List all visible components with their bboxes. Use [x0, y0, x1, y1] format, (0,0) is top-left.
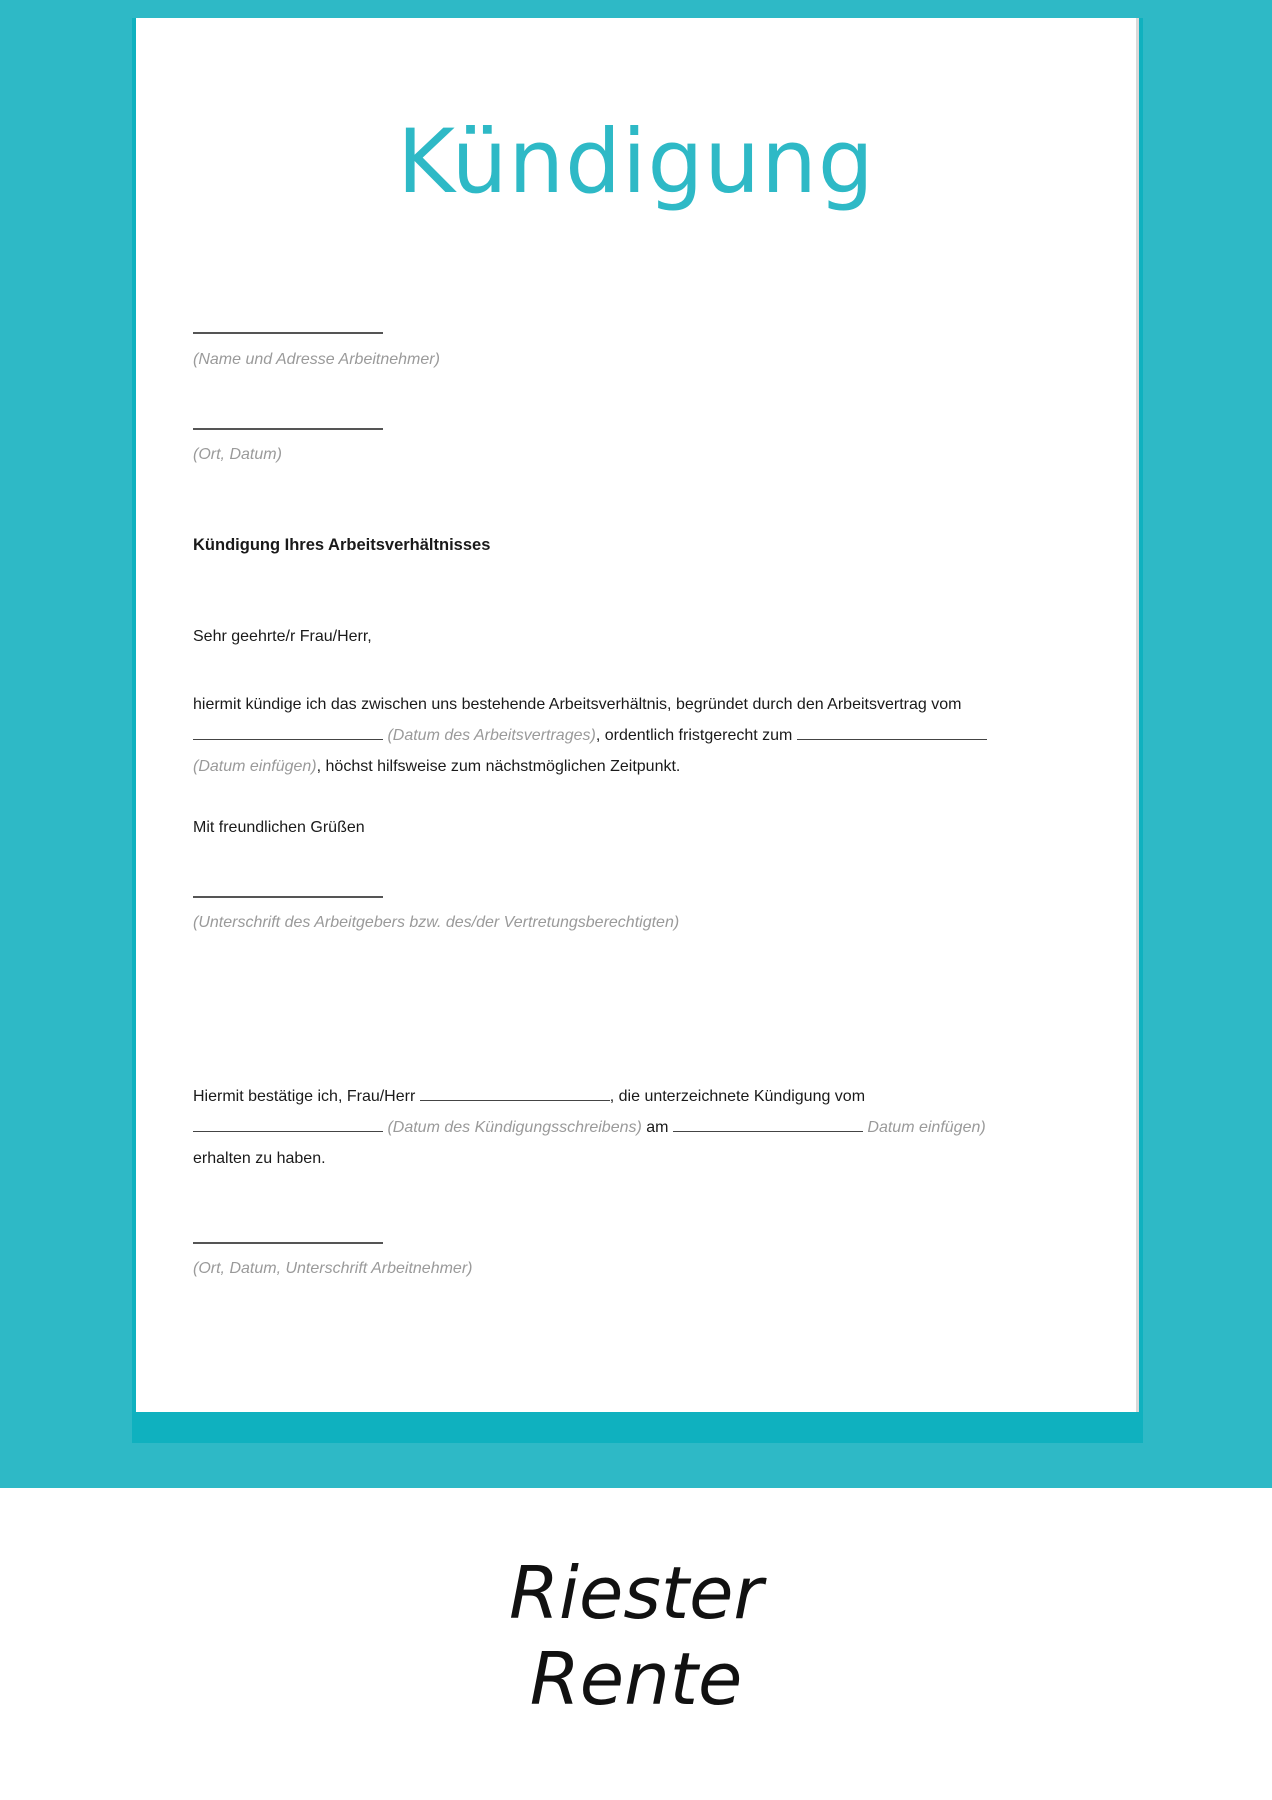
- closing: Mit freundlichen Grüßen: [193, 819, 365, 836]
- confirmation-am: am: [646, 1119, 669, 1136]
- body-end-text: , höchst hilfsweise zum nächstmöglichen Zeitpunkt.: [316, 758, 681, 775]
- confirmation-end: erhalten zu haben.: [193, 1150, 326, 1167]
- place-date-hint: (Ort, Datum): [193, 446, 282, 463]
- termination-date-blank: [797, 725, 987, 740]
- footer-label: [0, 1550, 1272, 1722]
- contract-date-hint: (Datum des Arbeitsvertrages): [387, 727, 596, 744]
- body-paragraph: [193, 689, 1043, 782]
- confirmation-mid: , die unterzeichnete Kündigung vom: [609, 1088, 866, 1105]
- signature-blank-line: [193, 896, 383, 898]
- document-page: [136, 18, 1139, 1412]
- insert-date-hint: (Datum einfügen): [193, 758, 317, 775]
- footer-line1: Riester: [509, 1551, 763, 1635]
- body-mid-text: , ordentlich fristgerecht zum: [595, 727, 793, 744]
- letter-date-blank: [193, 1117, 383, 1132]
- name-blank-line: [193, 332, 383, 334]
- place-date-blank-line: [193, 428, 383, 430]
- contract-date-blank: [193, 725, 383, 740]
- footer-line2: Rente: [529, 1637, 743, 1721]
- name-blank: [420, 1086, 610, 1101]
- received-date-hint: Datum einfügen): [867, 1119, 986, 1136]
- confirmation-paragraph: [193, 1081, 1043, 1174]
- final-hint: (Ort, Datum, Unterschrift Arbeitnehmer): [193, 1260, 473, 1277]
- letter-date-hint: (Datum des Kündigungsschreibens): [387, 1119, 642, 1136]
- employee-name-hint: (Name und Adresse Arbeitnehmer): [193, 351, 440, 368]
- letter-subject: Kündigung Ihres Arbeitsverhältnisses: [193, 536, 491, 554]
- document-title: Kündigung: [397, 110, 875, 213]
- confirmation-start: Hiermit bestätige ich, Frau/Herr: [193, 1088, 416, 1105]
- salutation: Sehr geehrte/r Frau/Herr,: [193, 628, 372, 645]
- final-blank-line: [193, 1242, 383, 1244]
- body-line1: hiermit kündige ich das zwischen uns bestehende Arbeitsverhältnis, begründet durch den Arbeitsvertrag vom: [193, 696, 962, 713]
- received-date-blank: [673, 1117, 863, 1132]
- signature-hint: (Unterschrift des Arbeitgebers bzw. des/der Vertretungsberechtigten): [193, 914, 680, 931]
